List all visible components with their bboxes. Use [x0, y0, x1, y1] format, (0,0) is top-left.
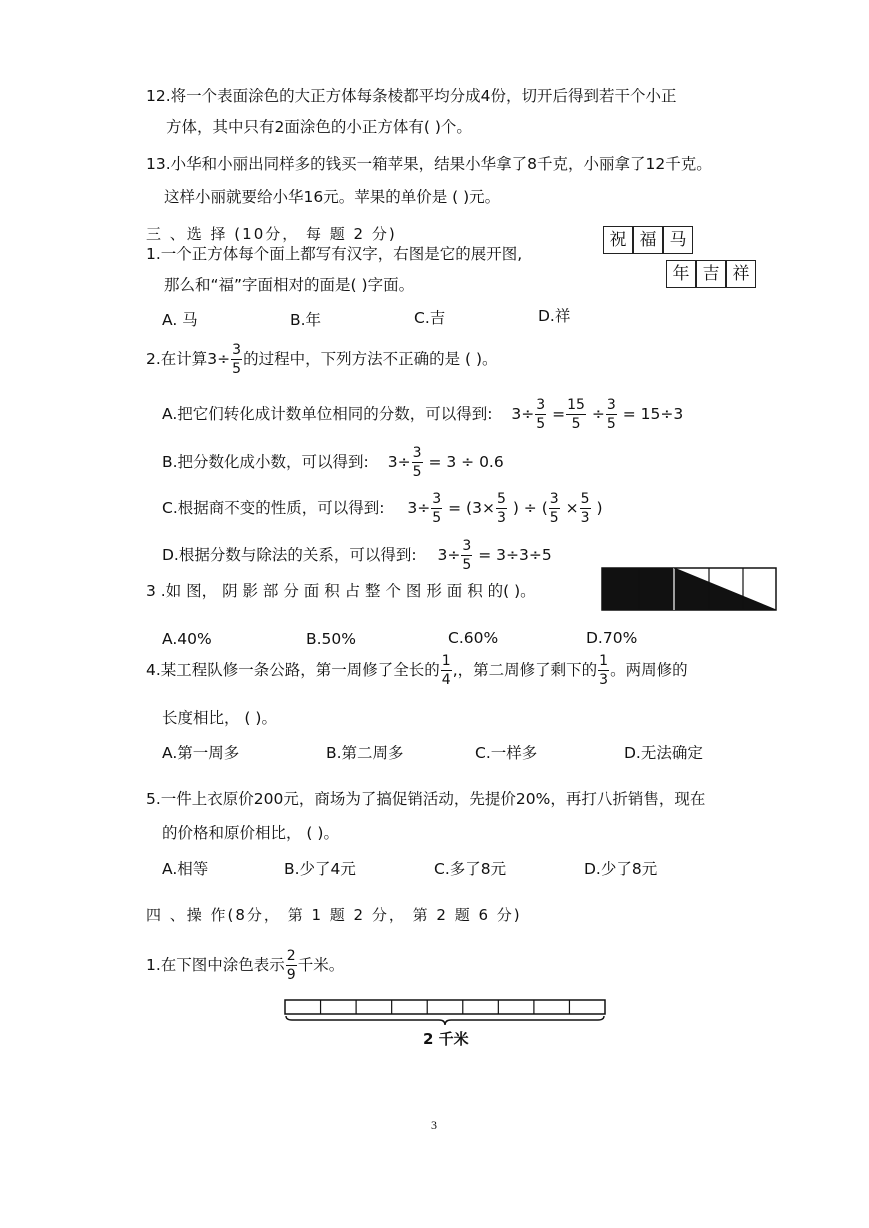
c5-line1: 5.一件上衣原价200元，商场为了搞促销活动，先提价20%，再打八折销售，现在 [146, 790, 706, 808]
net-cell: 吉 [696, 260, 726, 288]
section-3-title: 三 、选 择 (10分， 每 题 2 分) [146, 225, 397, 243]
net-cell: 祝 [603, 226, 633, 254]
c3-option-d: D.70% [586, 629, 638, 647]
c4-option-a: A.第一周多 [162, 744, 240, 762]
c4-option-c: C.一样多 [475, 744, 538, 762]
c5-option-b: B.少了4元 [284, 860, 356, 878]
q12-line1: 12.将一个表面涂色的大正方体每条棱都平均分成4份，切开后得到若干个小正 [146, 87, 677, 105]
q12-line2: 方体，其中只有2面涂色的小正方体有( )个。 [166, 118, 472, 136]
c2-stem: 2.在计算3÷ $\frac{3}{5}$ 的过程中，下列方法不正确的是 ( )。 [146, 342, 498, 377]
c2-option-b: B.把分数化成小数，可以得到: 3÷ $\frac{3}{5}$ = 3 ÷ 0.6 [162, 445, 504, 480]
c1-option-b: B.年 [290, 311, 322, 329]
c5-line2: 的价格和原价相比， ( )。 [162, 824, 339, 842]
page-number: 3 [431, 1118, 437, 1132]
c3-option-a: A.40% [162, 630, 212, 648]
c4-option-b: B.第二周多 [326, 744, 404, 762]
c1-option-c: C.吉 [414, 309, 446, 327]
net-cell: 马 [663, 226, 693, 254]
c1-line1: 1.一个正方体每个面上都写有汉字，右图是它的展开图, [146, 245, 523, 263]
o1-stem: 1.在下图中涂色表示 $\frac{2}{9}$ 千米。 [146, 948, 345, 983]
net-cell: 祥 [726, 260, 756, 288]
c4-line1: 4.某工程队修一条公路，第一周修了全长的 $\frac{1}{4}$ ,，第二周修了剩下的 $\frac{1}{3}$ 。两周修的 [146, 653, 688, 688]
brace [286, 1016, 604, 1025]
c4-line2: 长度相比， ( )。 [162, 709, 277, 727]
c3-option-c: C.60% [448, 629, 499, 647]
c2-option-a: A.把它们转化成计数单位相同的分数，可以得到: 3÷ $\frac{3}{5}$ = $\frac{15}{5}$ ÷ $\frac{3}{5}$ = 15÷3 [162, 397, 684, 432]
c5-option-c: C.多了8元 [434, 860, 507, 878]
c4-option-d: D.无法确定 [624, 744, 703, 762]
c1-line2: 那么和“福”字面相对的面是( )字面。 [164, 276, 415, 294]
c5-option-a: A.相等 [162, 860, 209, 878]
c3-stem: 3 .如 图， 阴 影 部 分 面 积 占 整 个 图 形 面 积 的( )。 [146, 582, 536, 600]
net-cell: 年 [666, 260, 696, 288]
shaded-rectangle-figure [601, 567, 777, 611]
c1-option-a: A. 马 [162, 311, 198, 329]
segment-bar[interactable] [285, 1000, 605, 1014]
q13-line1: 13.小华和小丽出同样多的钱买一箱苹果，结果小华拿了8千克，小丽拿了12千克。 [146, 155, 712, 173]
c1-option-d: D.祥 [538, 307, 571, 325]
c2-option-c: C.根据商不变的性质，可以得到: 3÷ $\frac{3}{5}$ = (3× $\frac{5}{3}$ ) ÷ ( $\frac{3}{5}$ × $\frac{5}{3}$ ) [162, 491, 603, 526]
section-4-title: 四 、操 作(8分， 第 1 题 2 分， 第 2 题 6 分) [146, 906, 522, 924]
c5-option-d: D.少了8元 [584, 860, 658, 878]
segment-bar-label: 2 千米 [423, 1030, 469, 1048]
segment-bar-figure[interactable] [284, 999, 606, 1027]
q13-line2: 这样小丽就要给小华16元。苹果的单价是 ( )元。 [164, 188, 501, 206]
net-cell: 福 [633, 226, 663, 254]
c2-option-d: D.根据分数与除法的关系，可以得到: 3÷ $\frac{3}{5}$ = 3÷3÷5 [162, 538, 552, 573]
c3-option-b: B.50% [306, 630, 357, 648]
